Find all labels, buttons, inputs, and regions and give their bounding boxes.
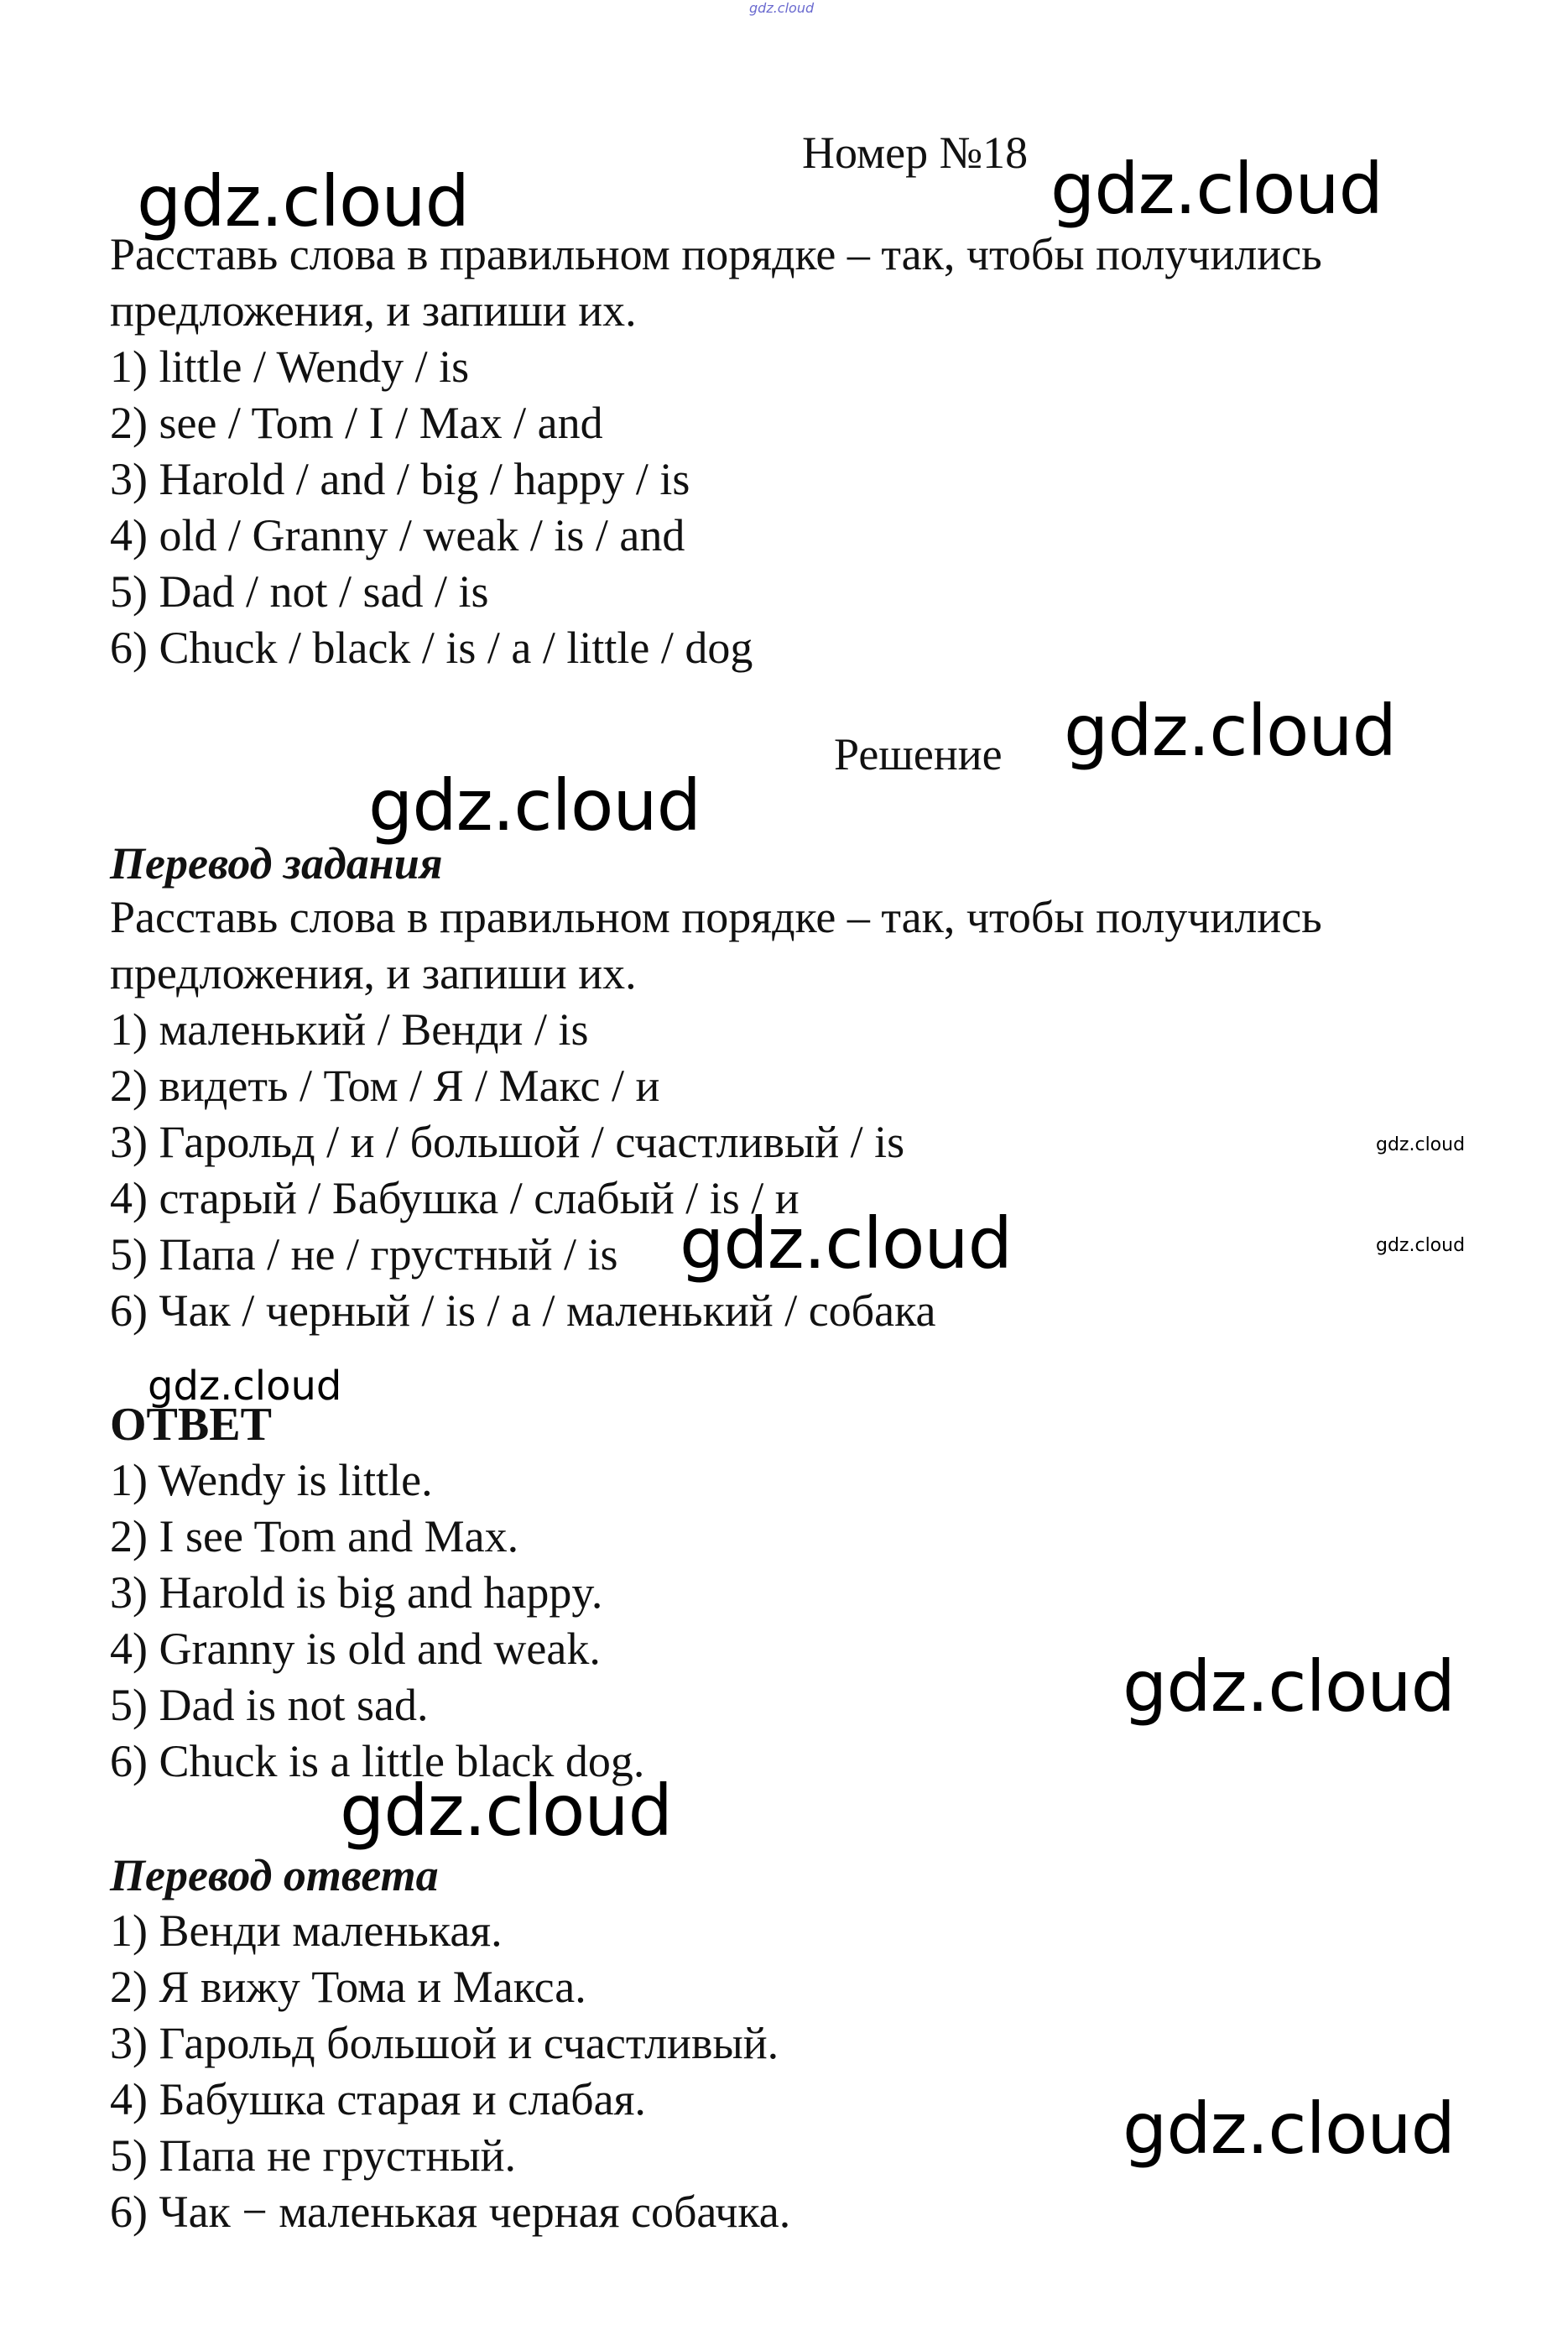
task-instruction-line-1: Расставь слова в правильном порядке – так, чтобы получились (110, 229, 1322, 279)
watermark: gdz.cloud (680, 1202, 1012, 1285)
watermark: gdz.cloud (1050, 148, 1383, 230)
answer-translation-item-4: 4) Бабушка старая и слабая. (110, 2074, 646, 2124)
task-item-4: 4) old / Granny / weak / is / and (110, 510, 685, 560)
page-title: Номер №18 (802, 128, 1029, 178)
translation-item-2: 2) видеть / Том / Я / Макс / и (110, 1061, 660, 1111)
answer-translation-item-1: 1) Венди маленькая. (110, 1905, 503, 1956)
answer-translation-item-5: 5) Папа не грустный. (110, 2130, 517, 2181)
translation-item-1: 1) маленький / Венди / is (110, 1004, 589, 1055)
answer-item-3: 3) Harold is big and happy. (110, 1567, 603, 1618)
task-item-3: 3) Harold / and / big / happy / is (110, 454, 690, 504)
translation-item-6: 6) Чак / черный / is / a / маленький / собака (110, 1285, 936, 1336)
watermark: gdz.cloud (1064, 690, 1396, 772)
answer-translation-item-3: 3) Гарольд большой и счастливый. (110, 2018, 779, 2068)
solution-heading: Решение (834, 729, 1003, 779)
watermark: gdz.cloud (137, 160, 469, 242)
answer-item-1: 1) Wendy is little. (110, 1455, 433, 1505)
watermark: gdz.cloud (368, 764, 701, 847)
watermark: gdz.cloud (1123, 1645, 1455, 1728)
watermark-small: gdz.cloud (1376, 1235, 1466, 1256)
task-item-2: 2) see / Tom / I / Max / and (110, 398, 603, 448)
watermark-top-tiny: gdz.cloud (749, 0, 815, 16)
answer-item-4: 4) Granny is old and weak. (110, 1624, 601, 1674)
task-instruction-line-2: предложения, и запиши их. (110, 285, 637, 336)
watermark-small: gdz.cloud (1376, 1134, 1466, 1155)
answer-translation-item-2: 2) Я вижу Тома и Макса. (110, 1962, 586, 2012)
watermark: gdz.cloud (1123, 2088, 1455, 2170)
answer-translation-item-6: 6) Чак − маленькая черная собачка. (110, 2187, 791, 2237)
watermark: gdz.cloud (340, 1770, 672, 1852)
task-item-1: 1) little / Wendy / is (110, 341, 470, 392)
answer-item-2: 2) I see Tom and Max. (110, 1511, 519, 1561)
task-item-5: 5) Dad / not / sad / is (110, 566, 489, 617)
translation-instruction-line-2: предложения, и запиши их. (110, 948, 637, 998)
task-item-6: 6) Chuck / black / is / a / little / dog (110, 623, 753, 673)
task-translation-heading: Перевод задания (110, 838, 443, 889)
translation-item-3: 3) Гарольд / и / большой / счастливый / is (110, 1117, 905, 1167)
translation-item-4: 4) старый / Бабушка / слабый / is / и (110, 1173, 800, 1223)
answer-item-6: 6) Chuck is a little black dog. (110, 1736, 645, 1786)
answer-item-5: 5) Dad is not sad. (110, 1680, 429, 1730)
answer-translation-heading: Перевод ответа (110, 1850, 439, 1900)
translation-instruction-line-1: Расставь слова в правильном порядке – так, чтобы получились (110, 892, 1322, 942)
translation-item-5: 5) Папа / не / грустный / is (110, 1229, 618, 1280)
answer-heading: ОТВЕТ (110, 1399, 272, 1451)
watermark-medium: gdz.cloud (148, 1363, 342, 1410)
